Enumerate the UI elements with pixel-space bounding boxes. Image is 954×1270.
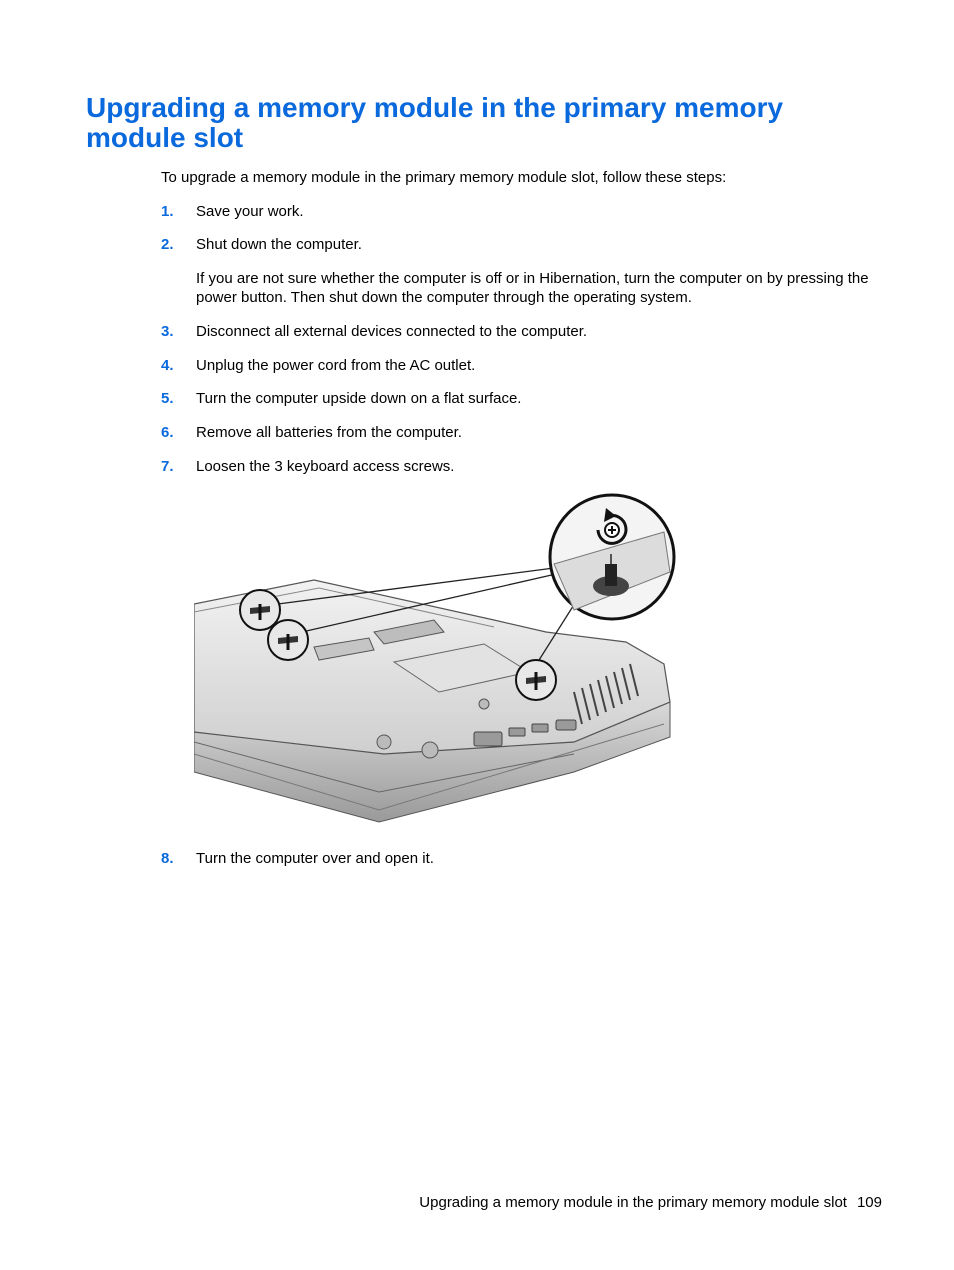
step-text: Unplug the power cord from the AC outlet. bbox=[196, 357, 476, 374]
screw-callout-1 bbox=[240, 590, 280, 630]
step-number: 5. bbox=[161, 390, 174, 407]
page-title: Upgrading a memory module in the primary memory module slot bbox=[86, 92, 784, 153]
step-number: 1. bbox=[161, 203, 174, 220]
step-number: 6. bbox=[161, 424, 174, 441]
laptop-underside-drawing bbox=[194, 492, 676, 826]
magnified-screw-detail bbox=[550, 495, 674, 619]
step-number: 7. bbox=[161, 458, 174, 475]
page-footer bbox=[419, 1193, 882, 1212]
step-number: 4. bbox=[161, 357, 174, 374]
step-number: 2. bbox=[161, 236, 174, 253]
step-text: Remove all batteries from the computer. bbox=[196, 424, 462, 441]
footer-section-title: Upgrading a memory module in the primary memory module slot bbox=[419, 1194, 847, 1211]
intro-paragraph: To upgrade a memory module in the primary memory module slot, follow these steps: bbox=[161, 169, 727, 186]
step-text: Turn the computer upside down on a flat surface. bbox=[196, 390, 522, 407]
step-text: Turn the computer over and open it. bbox=[196, 850, 434, 867]
screw-callout-2 bbox=[268, 620, 308, 660]
step-text: Shut down the computer. bbox=[196, 236, 362, 253]
screw-callout-3 bbox=[516, 660, 556, 700]
page-number: 109 bbox=[856, 1194, 882, 1211]
step-text: Loosen the 3 keyboard access screws. bbox=[196, 458, 455, 475]
step-number: 8. bbox=[161, 850, 174, 867]
step-2-note: If you are not sure whether the computer is off or in Hibernation, turn the computer on by pressing the power button. Then shut down the computer through the operating system. bbox=[196, 270, 869, 306]
step-text: Disconnect all external devices connected to the computer. bbox=[196, 323, 588, 340]
step-text: Save your work. bbox=[196, 203, 304, 220]
step-number: 3. bbox=[161, 323, 174, 340]
laptop-underside-illustration bbox=[194, 492, 676, 826]
